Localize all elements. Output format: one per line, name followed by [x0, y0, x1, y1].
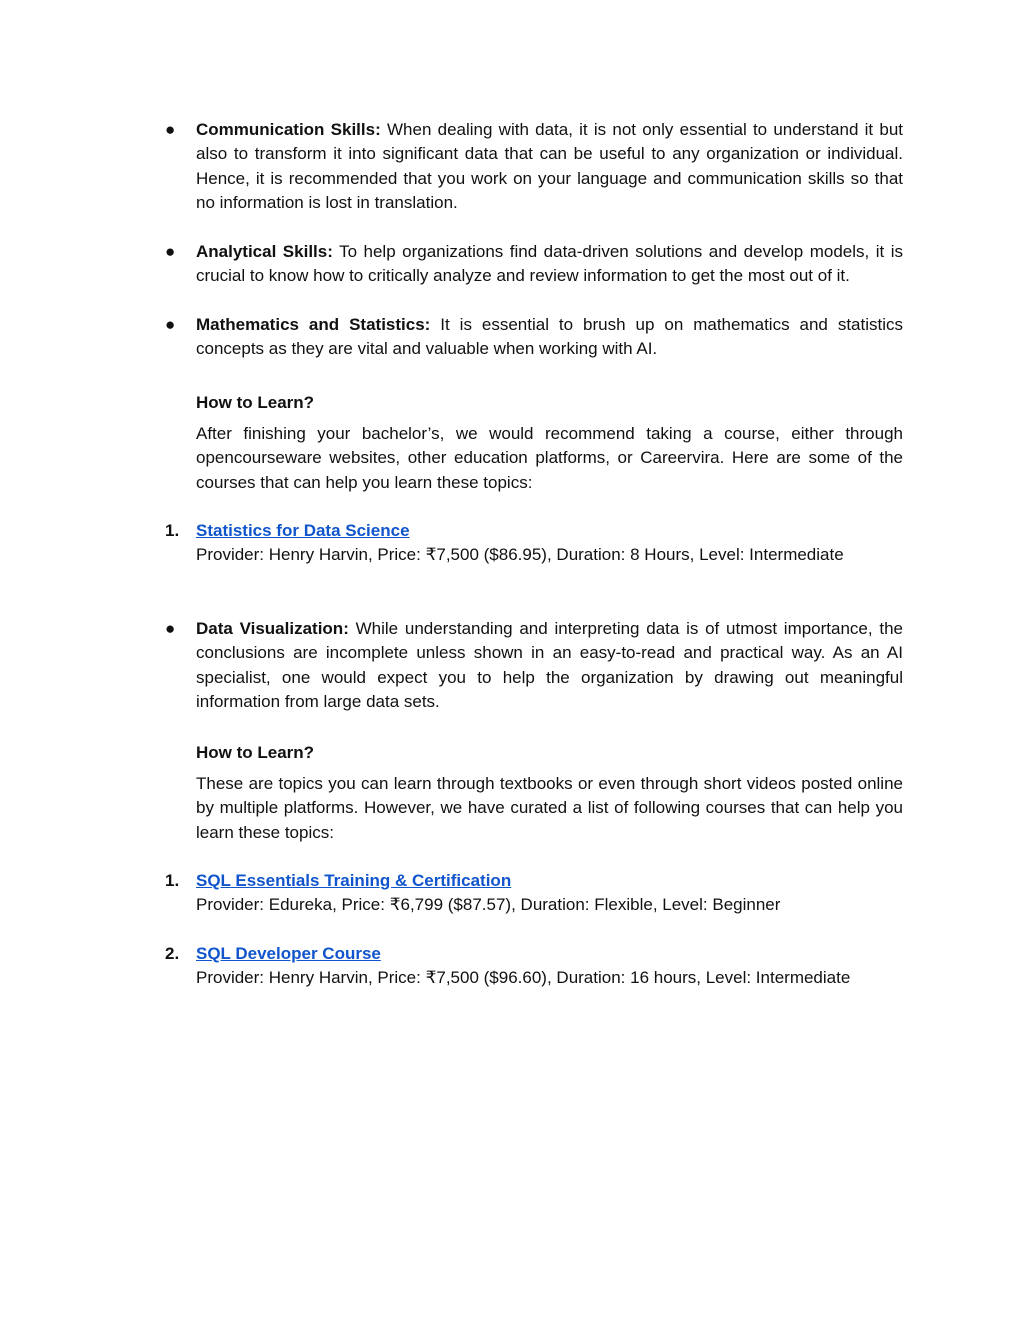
skill-text: When dealing with data, it is not only essential to understand it but also to transform it into significant data that can be useful to any organization or individual. Hence, it is recommended that you work on your language and communication skills so that no information is lost in translation.: [196, 120, 903, 213]
bullet: ●: [165, 120, 176, 139]
course-number: 1.: [165, 521, 180, 540]
course-item: [196, 869, 903, 918]
bullet: ●: [165, 242, 176, 261]
course-item: [196, 519, 903, 568]
skill-title: Data Visualization:: [196, 619, 349, 638]
course-link[interactable]: SQL Essentials Training & Certification: [196, 871, 512, 890]
bullet: ●: [165, 619, 176, 638]
course-details: Provider: Edureka, Price: ₹6,799 ($87.57), Duration: Flexible, Level: Beginner: [196, 895, 781, 915]
course-number: 2.: [165, 944, 180, 963]
course-details: Provider: Henry Harvin, Price: ₹7,500 ($86.95), Duration: 8 Hours, Level: Intermediate: [196, 545, 844, 565]
bullet: ●: [165, 315, 176, 334]
section-heading: How to Learn?: [196, 743, 315, 762]
course-item: [196, 942, 903, 991]
skill-title: Communication Skills:: [196, 120, 381, 139]
skill-text: While understanding and interpreting data is of utmost importance, the conclusions are incomplete unless shown in an easy-to-read and practical way. As an AI specialist, one would expect you to help the organization by drawing out meaningful information from large data sets.: [196, 619, 903, 712]
section-intro: These are topics you can learn through textbooks or even through short videos posted online by multiple platforms. However, we have curated a list of following courses that can help you learn these topics:: [196, 774, 903, 842]
skill-text: It is essential to brush up on mathematics and statistics concepts as they are vital and valuable when working with AI.: [196, 315, 903, 359]
skill-title: Analytical Skills:: [196, 242, 333, 261]
skill-text: To help organizations find data-driven solutions and develop models, it is crucial to know how to critically analyze and review information to get the most out of it.: [196, 242, 903, 286]
skill-communication: [196, 118, 903, 216]
section-intro: After finishing your bachelor’s, we would recommend taking a course, either through opencourseware websites, other education platforms, or Careervira. Here are some of the courses that can help you learn these topics:: [196, 424, 903, 492]
course-link[interactable]: Statistics for Data Science: [196, 521, 410, 540]
skill-title: Mathematics and Statistics:: [196, 315, 431, 334]
course-number: 1.: [165, 871, 180, 890]
course-details: Provider: Henry Harvin, Price: ₹7,500 ($96.60), Duration: 16 hours, Level: Intermediate: [196, 968, 851, 988]
course-link[interactable]: SQL Developer Course: [196, 944, 381, 963]
skill-data-visualization: [196, 617, 903, 715]
skill-analytical: [196, 240, 903, 289]
skill-mathematics: [196, 313, 903, 362]
section-heading: How to Learn?: [196, 393, 315, 412]
